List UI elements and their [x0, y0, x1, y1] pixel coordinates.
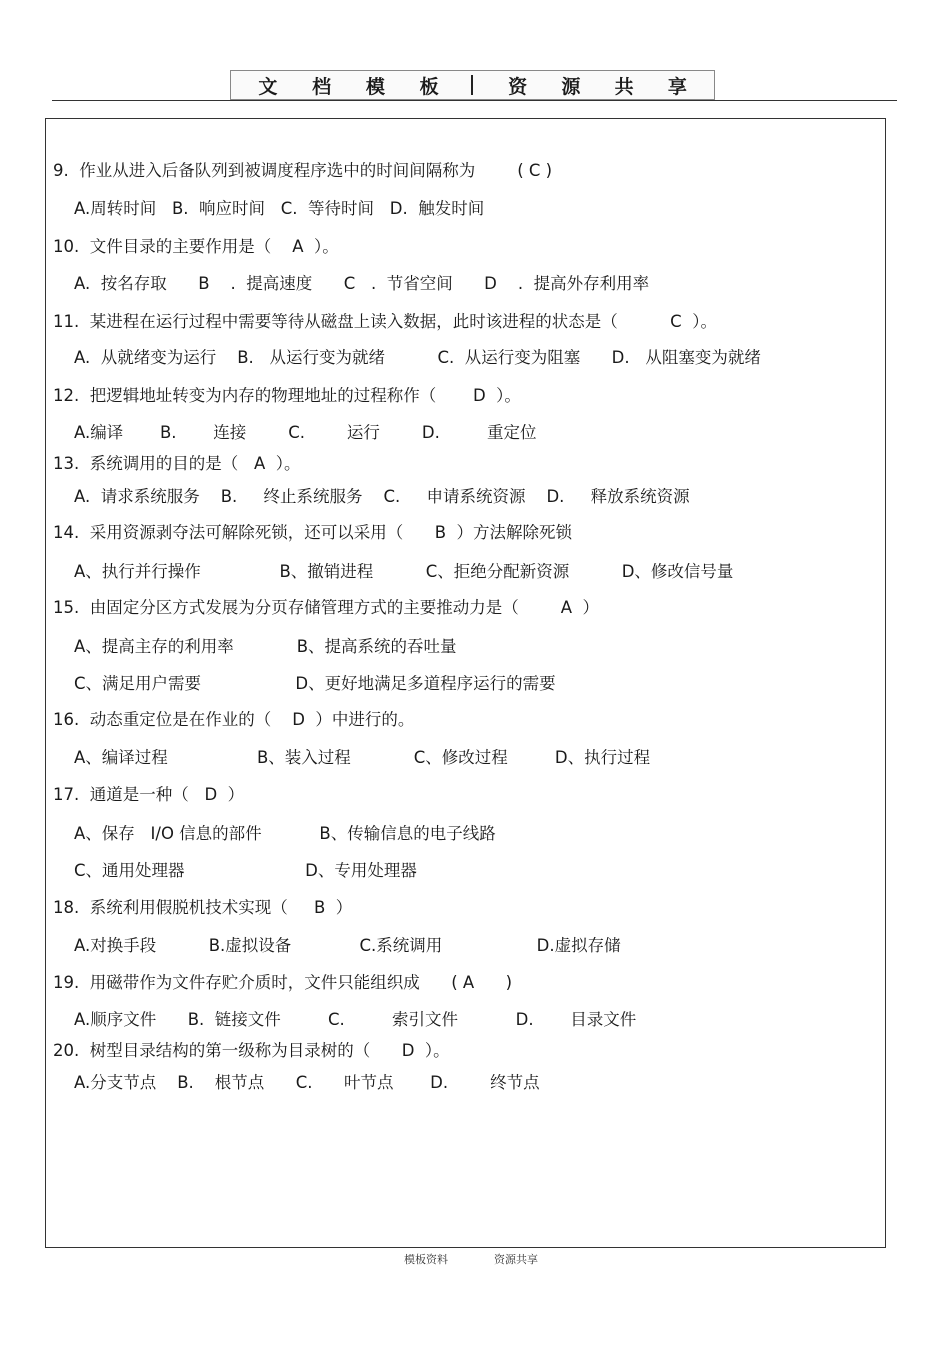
question-options: A、执行并行操作 B、撤销进程 C、拒绝分配新资源 D、修改信号量 — [74, 562, 734, 581]
question-stem: 10. 文件目录的主要作用是（ A ）。 — [53, 237, 339, 256]
header-char: 源 — [561, 75, 581, 98]
page-header — [230, 70, 715, 100]
header-char: 板 — [419, 75, 439, 98]
header-title-left — [231, 71, 466, 99]
question-stem: 19. 用磁带作为文件存贮介质时，文件只能组织成 ( A ) — [53, 973, 513, 992]
question-options: A.对换手段 B.虚拟设备 C.系统调用 D.虚拟存储 — [74, 936, 621, 955]
question-stem: 16. 动态重定位是在作业的（ D ）中进行的。 — [53, 710, 415, 729]
header-char: 档 — [312, 75, 332, 98]
question-options: A.分支节点 B. 根节点 C. 叶节点 D. 终节点 — [74, 1073, 540, 1092]
question-options: A. 按名存取 B . 提高速度 C . 节省空间 D . 提高外存利用率 — [74, 274, 650, 293]
question-options: A、编译过程 B、装入过程 C、修改过程 D、执行过程 — [74, 748, 651, 767]
footer-right: 资源共享 — [494, 1253, 538, 1266]
question-stem: 9. 作业从进入后备队列到被调度程序选中的时间间隔称为 ( C ) — [53, 161, 553, 180]
header-char: 模 — [365, 75, 385, 98]
header-char: 资 — [508, 75, 528, 98]
question-stem: 20. 树型目录结构的第一级称为目录树的（ D ）。 — [53, 1041, 450, 1060]
question-stem: 12. 把逻辑地址转变为内存的物理地址的过程称作（ D ）。 — [53, 386, 521, 405]
header-char: 文 — [258, 75, 278, 98]
question-stem: 13. 系统调用的目的是（ A ）。 — [53, 454, 301, 473]
question-options: A.编译 B. 连接 C. 运行 D. 重定位 — [74, 423, 537, 442]
question-stem: 14. 采用资源剥夺法可解除死锁，还可以采用（ B ）方法解除死锁 — [53, 523, 573, 542]
header-divider — [471, 75, 473, 95]
header-rule — [52, 100, 897, 101]
header-char: 享 — [667, 75, 687, 98]
question-options: C、满足用户需要 D、更好地满足多道程序运行的需要 — [74, 674, 556, 693]
question-options: A. 从就绪变为运行 B. 从运行变为就绪 C. 从运行变为阻塞 D. 从阻塞变为就绪 — [74, 348, 761, 367]
question-options: A、提高主存的利用率 B、提高系统的吞吐量 — [74, 637, 457, 656]
question-options: A.周转时间 B. 响应时间 C. 等待时间 D. 触发时间 — [74, 199, 485, 218]
question-stem: 15. 由固定分区方式发展为分页存储管理方式的主要推动力是（ A ） — [53, 598, 599, 617]
question-options: A. 请求系统服务 B. 终止系统服务 C. 申请系统资源 D. 释放系统资源 — [74, 487, 690, 506]
question-stem: 11. 某进程在运行过程中需要等待从磁盘上读入数据，此时该进程的状态是（ C ）。 — [53, 312, 717, 331]
question-options: C、通用处理器 D、专用处理器 — [74, 861, 417, 880]
header-char: 共 — [614, 75, 634, 98]
header-title-right — [481, 71, 714, 99]
question-stem: 18. 系统利用假脱机技术实现（ B ） — [53, 898, 353, 917]
question-options: A.顺序文件 B. 链接文件 C. 索引文件 D. 目录文件 — [74, 1010, 637, 1029]
footer-left: 模板资料 — [404, 1253, 448, 1266]
question-options: A、保存 I/O 信息的部件 B、传输信息的电子线路 — [74, 824, 496, 843]
question-stem: 17. 通道是一种（ D ） — [53, 785, 245, 804]
